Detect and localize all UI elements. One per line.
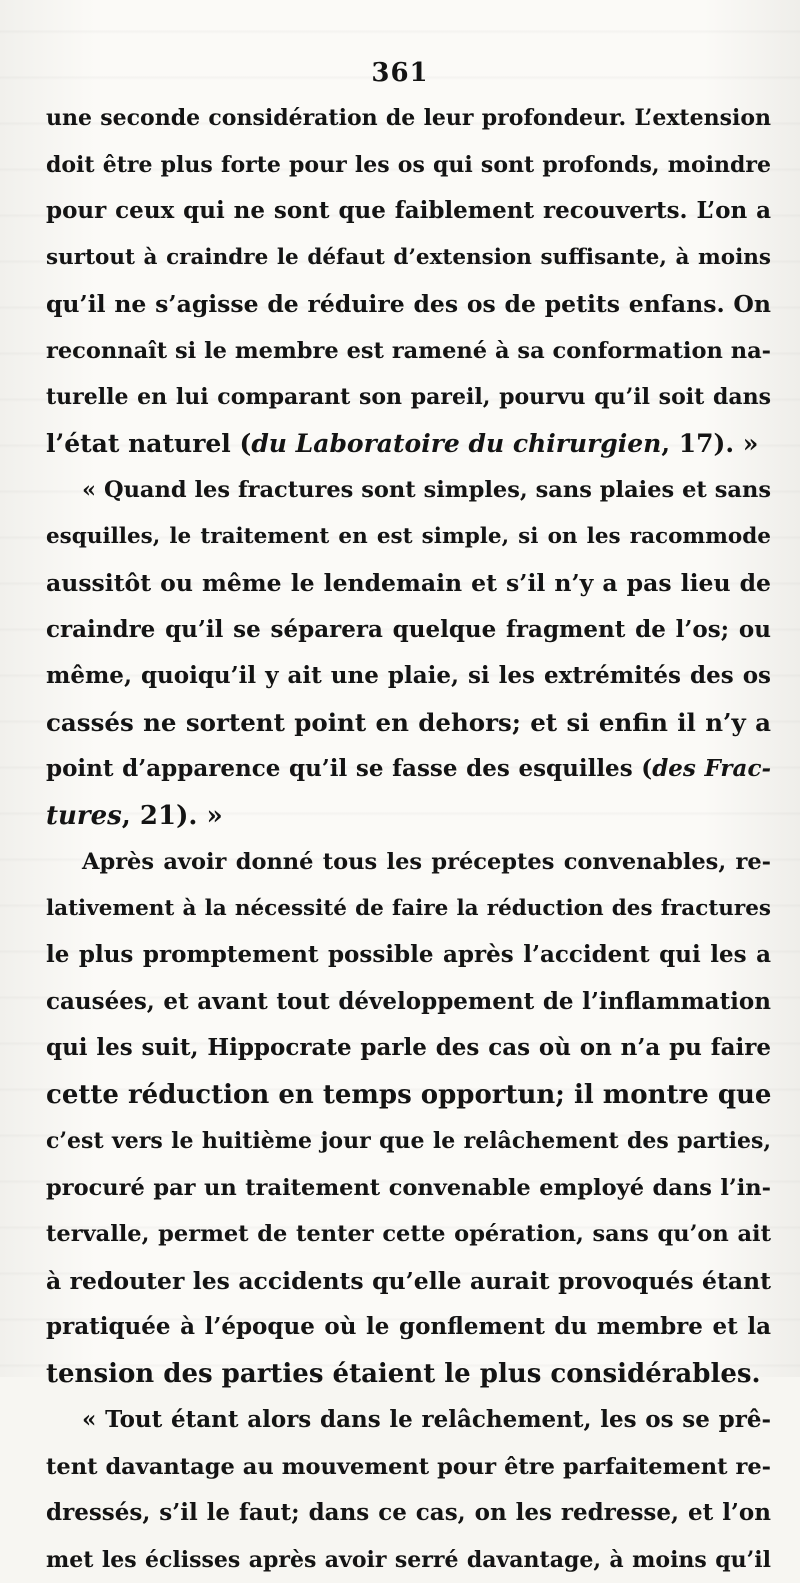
text-line-content: cassés ne sortent point en dehors; et si enfin il n’y a: [46, 708, 771, 737]
text-line: [46, 886, 771, 933]
text-line: [46, 1072, 771, 1119]
text-line: [46, 421, 771, 468]
italic-citation: tures: [46, 801, 122, 831]
text-line: [46, 932, 771, 979]
body-text: [46, 95, 771, 1583]
text-line: [46, 235, 771, 282]
text-line-tail: , 17). »: [661, 429, 758, 458]
italic-citation: du Laboratoire du chirurgien: [251, 429, 661, 458]
text-line-content: le plus promptement possible après l’accident qui les a: [46, 941, 771, 968]
text-line: [46, 1444, 771, 1491]
text-line-content: tension des parties étaient le plus considérables.: [46, 1359, 761, 1389]
text-line: [46, 979, 771, 1026]
text-line: [46, 1118, 771, 1165]
text-line-content: doit être plus forte pour les os qui sont profonds, moindre: [46, 152, 771, 178]
text-line-content: c’est vers le huitième jour que le relâchement des parties,: [46, 1128, 771, 1154]
text-line-content: aussitôt ou même le lendemain et s’il n’y a pas lieu de: [46, 569, 771, 597]
text-line: [46, 281, 771, 328]
text-line: [46, 1490, 771, 1537]
text-line: [46, 1351, 771, 1398]
text-line-content: dressés, s’il le faut; dans ce cas, on les redresse, et l’on: [46, 1499, 771, 1526]
text-line-content: lativement à la nécessité de faire la réduction des fractures: [46, 896, 771, 921]
text-line-content: à redouter les accidents qu’elle aurait provoqués étant: [46, 1267, 771, 1295]
text-line-content: cette réduction en temps opportun; il montre que: [46, 1080, 771, 1110]
text-line: [46, 142, 771, 189]
text-line: [46, 793, 771, 840]
text-line-content: qui les suit, Hippocrate parle des cas où on n’a pu faire: [46, 1034, 771, 1061]
text-line: [46, 328, 771, 375]
text-line: [46, 1165, 771, 1212]
text-line-content: qu’il ne s’agisse de réduire des os de petits enfans. On: [46, 290, 771, 318]
text-line-content: craindre qu’il se séparera quelque fragment de l’os; ou: [46, 616, 771, 643]
text-line: [46, 607, 771, 654]
text-line-content: une seconde considération de leur profondeur. L’extension: [46, 105, 771, 131]
text-line-content: même, quoiqu’il y ait une plaie, si les extrémités des os: [46, 662, 771, 689]
text-line-content: « Quand les fractures sont simples, sans plaies et sans: [82, 477, 771, 503]
text-line: [46, 374, 771, 421]
text-line: [46, 1537, 771, 1583]
text-line-content: procuré par un traitement convenable employé dans l’in-: [46, 1175, 771, 1201]
text-line: [46, 1211, 771, 1258]
text-line-content: Après avoir donné tous les préceptes convenables, re-: [82, 849, 771, 875]
page-number: 361: [0, 58, 800, 88]
text-line-content: esquilles, le traitement en est simple, si on les racommode: [46, 524, 771, 549]
text-line: [46, 1258, 771, 1305]
text-line-content: causées, et avant tout développement de l’inflammation: [46, 988, 771, 1015]
text-line-tail: , 21). »: [122, 801, 223, 831]
text-line-content: tent davantage au mouvement pour être parfaitement re-: [46, 1454, 771, 1480]
text-line-content: surtout à craindre le défaut d’extension suffisante, à moins: [46, 245, 771, 270]
text-line-content: l’état naturel (: [46, 429, 251, 458]
text-line-content: « Tout étant alors dans le relâchement, les os se prê-: [82, 1406, 771, 1433]
text-line: [46, 1397, 771, 1444]
italic-citation: des Frac-: [652, 755, 771, 782]
text-line-content: reconnaît si le membre est ramené à sa conformation na-: [46, 338, 771, 364]
text-line-content: pour ceux qui ne sont que faiblement recouverts. L’on a: [46, 197, 771, 224]
text-line-content: point d’apparence qu’il se fasse des esquilles (: [46, 755, 652, 782]
text-line: [46, 653, 771, 700]
text-line-content: met les éclisses après avoir serré davantage, à moins qu’il: [46, 1547, 771, 1573]
text-line: [46, 188, 771, 235]
text-line: [46, 700, 771, 747]
text-line-content: pratiquée à l’époque où le gonflement du membre et la: [46, 1313, 771, 1340]
text-line: [46, 467, 771, 514]
text-line: [46, 95, 771, 142]
text-line-content: tervalle, permet de tenter cette opération, sans qu’on ait: [46, 1221, 771, 1247]
text-line: [46, 1304, 771, 1351]
text-line: [46, 1025, 771, 1072]
text-line: [46, 746, 771, 793]
text-line-content: turelle en lui comparant son pareil, pourvu qu’il soit dans: [46, 384, 771, 410]
text-line: [46, 514, 771, 561]
text-line: [46, 560, 771, 607]
text-line: [46, 839, 771, 886]
